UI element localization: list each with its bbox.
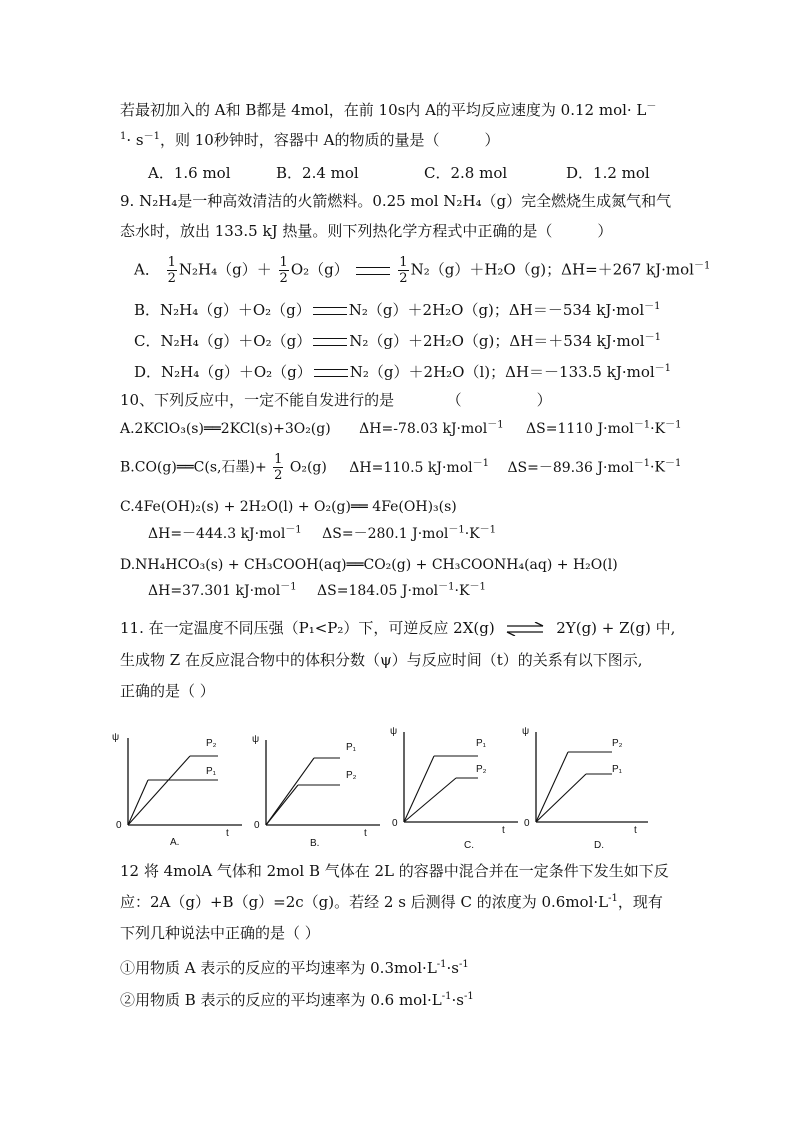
graph-axis-y-label: ψ [522,726,530,737]
q9-option-d: D．N₂H₄（g）＋O₂（g） N₂（g）＋2H₂O（l)；ΔH＝－133.5 kJ·mol$^{-1}$ [134,363,672,381]
graph-caption: B. [310,838,320,849]
graph-curve-label-top: P₂ [206,738,217,749]
graph-curve-label-bottom: P₁ [612,764,623,775]
fraction-half: $\frac{1}{2}$ [274,452,283,483]
graph-origin-label: 0 [524,818,530,829]
q9-option-c: C．N₂H₄（g）＋O₂（g） N₂（g）＋2H₂O（g)；ΔH＝＋534 kJ·mol$^{-1}$ [134,332,661,350]
graph-axis-y-label: ψ [390,726,398,737]
graph-axis-x-label: t [502,825,505,836]
graph-a [110,728,250,857]
q8-option-c: C．2.8 mol [424,164,508,182]
graph-d-plot [518,722,658,847]
graph-curve-label-bottom: P₁ [206,766,217,777]
graph-a-plot [110,728,250,853]
graph-origin-label: 0 [392,818,398,829]
graph-origin-label: 0 [254,820,260,831]
q12-line2: 应：2A（g）+B（g）=2c（g)。若经 2 s 后测得 C 的浓度为 $0.6mol\cdot L^{-1}$，现有 [120,893,663,911]
equals-arrow [313,338,347,346]
q10-option-d-thermo: ΔH=37.301 kJ·mol$^{-1}$ ΔS=184.05 $J\cdot mol^{-1}\cdot K^{-1}$ [148,581,486,599]
q11-line2: 生成物 Z 在反应混合物中的体积分数（ψ）与反应时间（t）的关系有以下图示, [120,651,643,669]
q9-option-b: B．N₂H₄（g）＋O₂（g） N₂（g）＋2H₂O（g)；ΔH＝－534 kJ·mol$^{-1}$ [134,301,661,319]
graph-caption: A. [170,837,180,848]
graph-curve-label-bottom: P₂ [346,770,357,781]
q12-line1: 12 将 4molA 气体和 2mol B 气体在 2L 的容器中混合并在一定条件下发生如下反 [120,862,669,880]
graph-curve-label-top: P₁ [346,742,357,753]
fraction-half: $\frac{1}{2}$ [279,255,288,286]
q11-line1: 11. 在一定温度不同压强（P₁<P₂）下，可逆反应 2X(g) 2Y(g) + Z(g) 中, [120,619,676,637]
graph-axis-x-label: t [364,828,367,839]
q9-stem-1: 9. N₂H₄是一种高效清洁的火箭燃料。0.25 mol N₂H₄（g）完全燃烧生成氮气和气 [120,192,672,210]
graph-c-plot [386,722,526,847]
q8-option-a: A．1.6 mol [148,164,231,182]
equals-arrow [356,267,390,275]
equals-arrow [313,307,347,315]
q10-option-c: C.4Fe(OH)₂(s) + 2H₂O(l) + O₂(g)══ 4Fe(OH)₃(s) [120,499,457,515]
equals-arrow [314,369,348,377]
q9-option-a: A． $\frac{1}{2}$ N₂H₄（g）＋ $\frac{1}{2}$ O₂（g） $\frac{1}{2}$ N₂（g）＋H₂O（g)；ΔH=＋267 kJ·mol$^{-1}$ [134,255,711,286]
graph-c [386,722,526,851]
q10-option-c-thermo: ΔH=－444.3 kJ·mol$^{-1}$ ΔS=－280.1 $J\cdot mol^{-1}\cdot K^{-1}$ [148,524,497,542]
q8-line1: 若最初加入的 A和 B都是 4mol，在前 10s内 A的平均反应速度为 0.12 mol· L－ [120,101,657,119]
graph-curve-label-bottom: P₂ [476,764,487,775]
graph-axis-x-label: t [226,828,229,839]
reversible-arrow-icon [505,622,545,636]
fraction-half: $\frac{1}{2}$ [399,255,408,286]
q10-stem: 10、下列反应中，一定不能自发进行的是 （ ） [120,391,552,409]
q11-line3: 正确的是（ ） [120,682,215,700]
fraction-half: $\frac{1}{2}$ [167,255,176,286]
graph-axis-y-label: ψ [112,732,120,743]
graph-origin-label: 0 [116,820,122,831]
graph-axis-x-label: t [634,825,637,836]
q8-line2: $^1\cdot s^{-1}$，则 10秒钟时，容器中 A的物质的量是（ ） [120,131,500,149]
q12-statement-2: ②用物质 B 表示的反应的平均速率为 0.6 $mol\cdot L^{-1}\cdot s^{-1}$ [120,991,474,1009]
graph-caption: C. [464,840,474,851]
q12-line3: 下列几种说法中正确的是（ ） [120,924,320,942]
q12-statement-1: ①用物质 A 表示的反应的平均速率为 $0.3mol\cdot L^{-1}\cdot s^{-1}$ [120,959,469,977]
q10-option-a: A.2KClO₃(s)══2KCl(s)+3O₂(g) ΔH=-78.03 kJ·mol$^{-1}$ ΔS=1110 $J\cdot mol^{-1}\cdot K^{-1}$ [120,419,682,437]
q10-option-d: D.NH₄HCO₃(s) + CH₃COOH(aq)══CO₂(g) + CH₃COONH₄(aq) + H₂O(l) [120,557,618,573]
q8-option-b: B．2.4 mol [276,164,359,182]
q9-stem-2: 态水时，放出 133.5 kJ 热量。则下列热化学方程式中正确的是（ ） [120,222,613,240]
graph-b [248,730,388,859]
graph-curve-label-top: P₂ [612,738,623,749]
graph-axis-y-label: ψ [252,734,260,745]
q8-option-d: D．1.2 mol [566,164,650,182]
q10-option-b: B.CO(g)══C(s,石墨)+ $\frac{1}{2}$ O₂(g) ΔH=110.5 kJ·mol$^{-1}$ ΔS=－89.36 $J\cdot mol^{-1}\cdot K^{-1}$ [120,452,682,483]
graph-curve-label-top: P₁ [476,738,487,749]
graph-d [518,722,658,851]
graph-caption: D. [594,840,604,851]
